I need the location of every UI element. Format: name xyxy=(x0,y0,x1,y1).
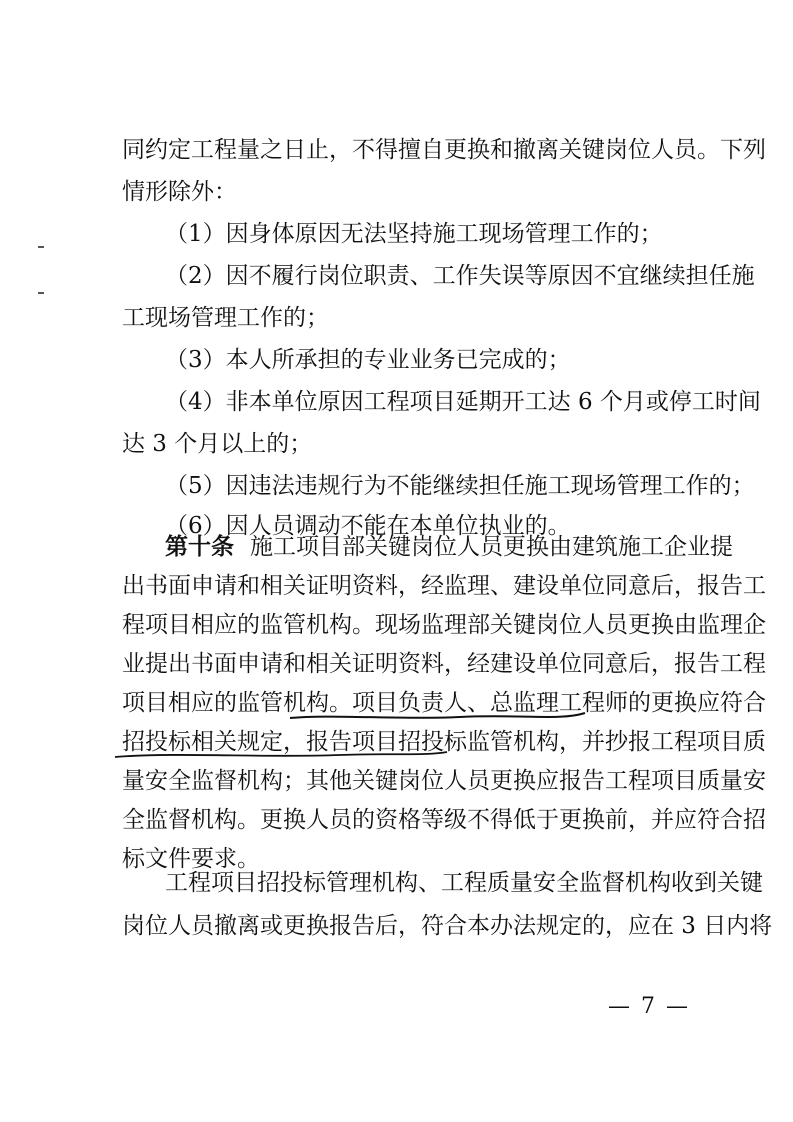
scan-mark xyxy=(38,292,44,294)
text-line: 工程项目招投标管理机构、工程质量安全监督机构收到关键 xyxy=(165,870,763,896)
article-heading: 第十条 xyxy=(165,533,234,560)
list-item: （6）因人员调动不能在本单位执业的。 xyxy=(165,513,571,539)
text-line: 工现场管理工作的； xyxy=(122,305,329,331)
page-number: — 7 — xyxy=(608,994,690,1019)
text-line: 岗位人员撤离或更换报告后，符合本办法规定的，应在 3 日内将 xyxy=(122,913,773,939)
text-line: 程项目相应的监管机构。现场监理部关键岗位人员更换由监理企 xyxy=(122,612,766,638)
list-item: （3）本人所承担的专业业务已完成的； xyxy=(165,347,571,373)
text-line: 标文件要求。 xyxy=(122,846,260,872)
text-line: 情形除外： xyxy=(122,179,237,205)
text-line: 项目相应的监管机构。项目负责人、总监理工程师的更换应符合 xyxy=(122,690,766,716)
text-line: 业提出书面申请和相关证明资料，经建设单位同意后，报告工程 xyxy=(122,651,766,677)
text-line: 同约定工程量之日止，不得擅自更换和撤离关键岗位人员。下列 xyxy=(122,137,766,163)
text-line: 出书面申请和相关证明资料，经监理、建设单位同意后，报告工 xyxy=(122,573,766,599)
text-line: 全监督机构。更换人员的资格等级不得低于更换前，并应符合招 xyxy=(122,807,766,833)
text-line: 施工项目部关键岗位人员更换由建筑施工企业提 xyxy=(250,534,733,560)
list-item: （5）因违法违规行为不能继续担任施工现场管理工作的； xyxy=(165,473,755,499)
scan-mark xyxy=(38,246,44,248)
text-line: 达 3 个月以上的； xyxy=(122,431,313,457)
text-line: 招投标相关规定，报告项目招投标监管机构，并抄报工程项目质 xyxy=(122,729,766,755)
list-item: （2）因不履行岗位职责、工作失误等原因不宜继续担任施 xyxy=(165,263,755,289)
list-item: （1）因身体原因无法坚持施工现场管理工作的； xyxy=(165,221,663,247)
text-line: 量安全监督机构；其他关键岗位人员更换应报告工程项目质量安 xyxy=(122,768,766,794)
list-item: （4）非本单位原因工程项目延期开工达 6 个月或停工时间 xyxy=(165,389,761,415)
